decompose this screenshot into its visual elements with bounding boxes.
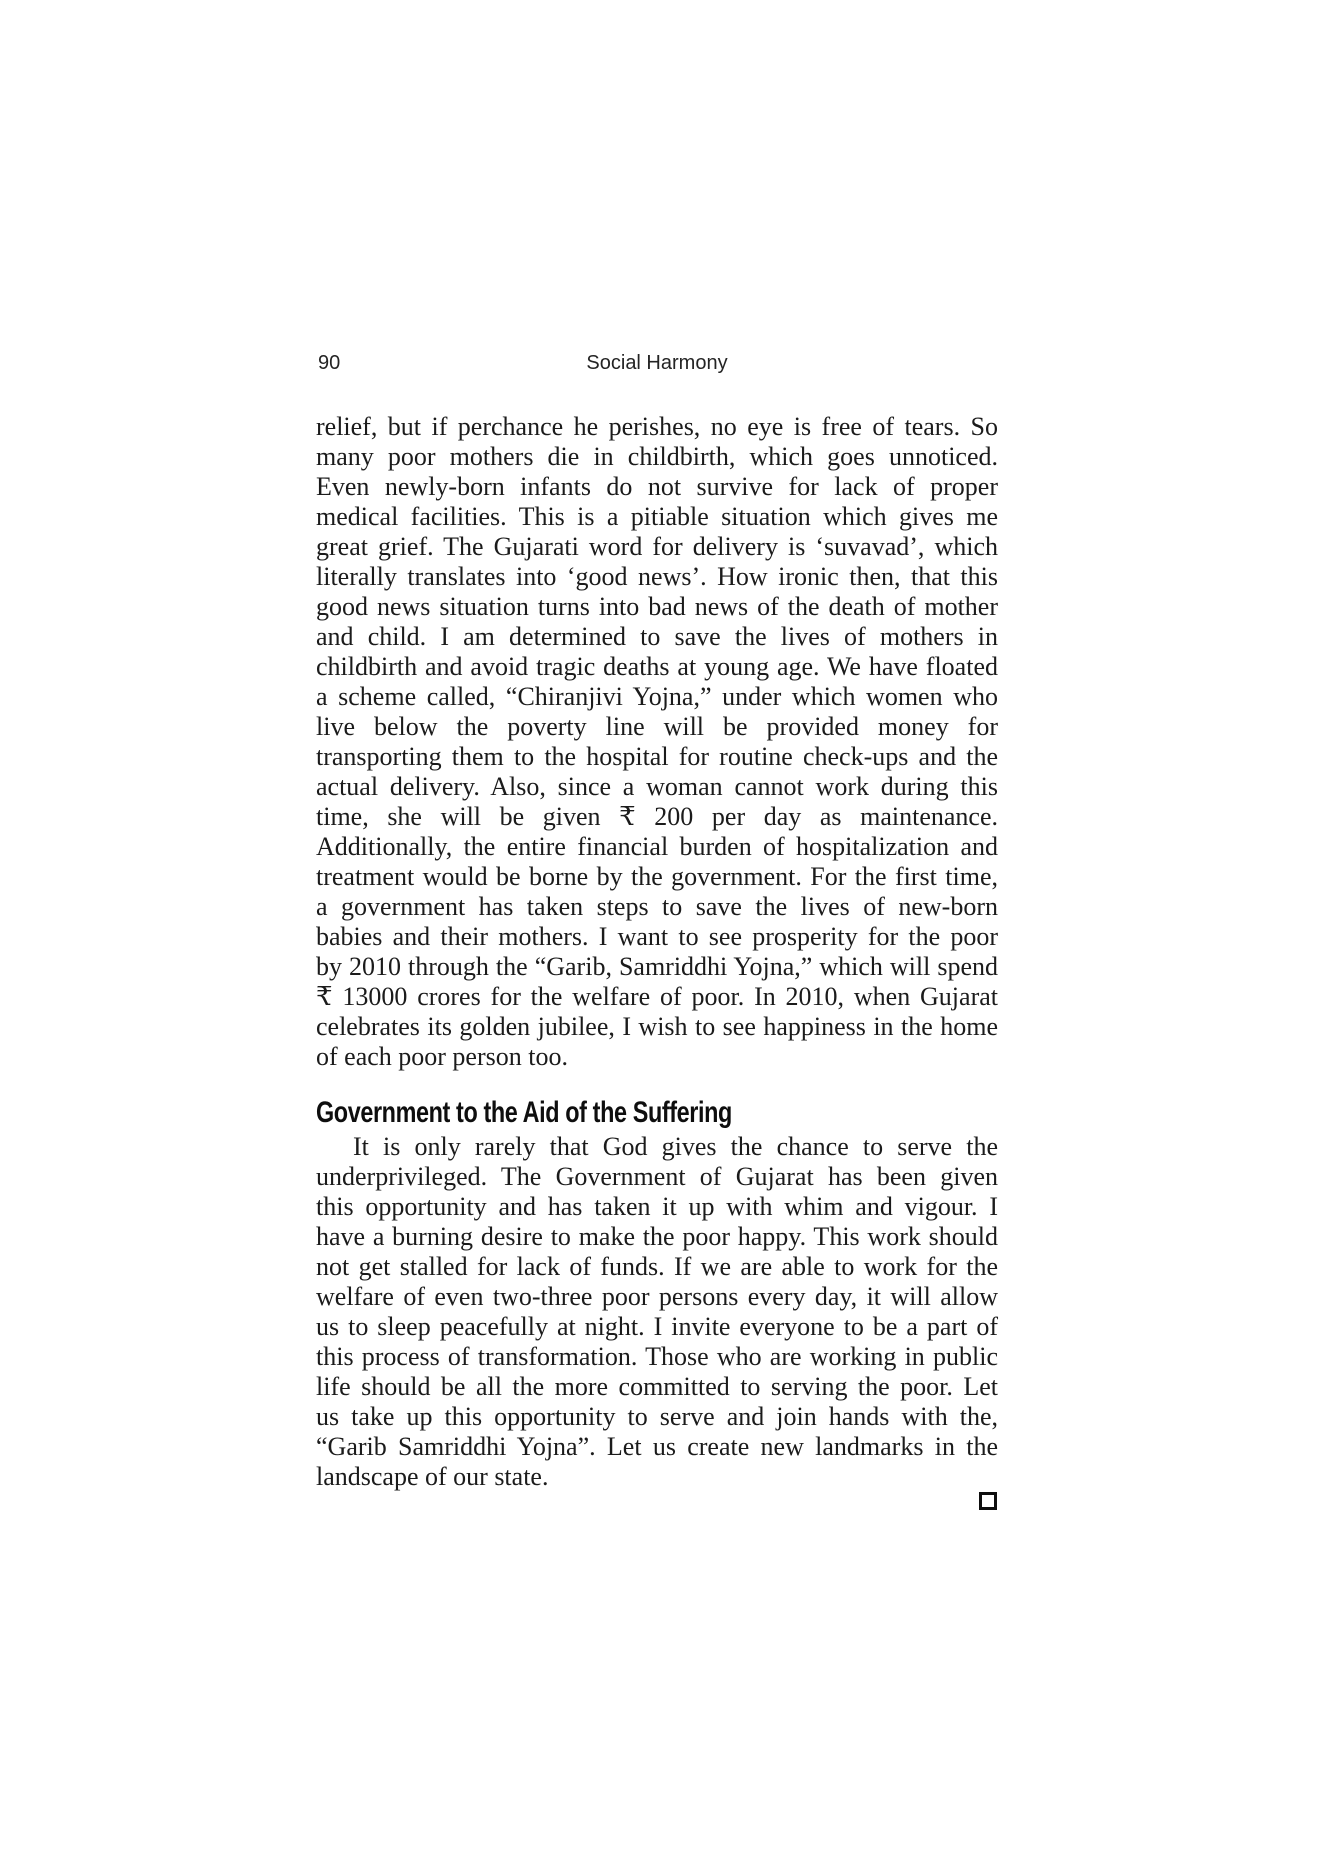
text-line: landscape of our state. bbox=[316, 1462, 549, 1491]
text-line: medical facilities. This is a pitiable situation which gives me bbox=[316, 502, 998, 531]
text-line: us take up this opportunity to serve and join hands with the, bbox=[316, 1402, 998, 1431]
text-line: us to sleep peacefully at night. I invite everyone to be a part of bbox=[316, 1312, 998, 1341]
text-line: and child. I am determined to save the lives of mothers in bbox=[316, 622, 998, 651]
text-line: of each poor person too. bbox=[316, 1042, 568, 1071]
text-line: Additionally, the entire financial burden of hospitalization and bbox=[316, 832, 998, 861]
text-line: celebrates its golden jubilee, I wish to see happiness in the home bbox=[316, 1012, 998, 1041]
text-line: good news situation turns into bad news of the death of mother bbox=[316, 592, 998, 621]
running-title: Social Harmony bbox=[586, 352, 728, 374]
page-header bbox=[316, 352, 998, 378]
text-line: this process of transformation. Those who are working in public bbox=[316, 1342, 998, 1371]
text-line: not get stalled for lack of funds. If we are able to work for the bbox=[316, 1252, 998, 1281]
text-line: a scheme called, “Chiranjivi Yojna,” under which women who bbox=[316, 682, 998, 711]
text-line: underprivileged. The Government of Gujarat has been given bbox=[316, 1162, 998, 1191]
text-line: ₹ 13000 crores for the welfare of poor. In 2010, when Gujarat bbox=[316, 982, 998, 1011]
text-line: life should be all the more committed to serving the poor. Let bbox=[316, 1372, 998, 1401]
text-line: live below the poverty line will be provided money for bbox=[316, 712, 998, 741]
text-line: have a burning desire to make the poor happy. This work should bbox=[316, 1222, 998, 1251]
text-line: welfare of even two-three poor persons every day, it will allow bbox=[316, 1282, 998, 1311]
text-line: Even newly-born infants do not survive for lack of proper bbox=[316, 472, 998, 501]
section-heading: Government to the Aid of the Suffering bbox=[316, 1096, 732, 1129]
text-line: actual delivery. Also, since a woman cannot work during this bbox=[316, 772, 998, 801]
text-line: a government has taken steps to save the lives of new-born bbox=[316, 892, 998, 921]
body-paragraph-continued bbox=[316, 412, 998, 1072]
text-line: transporting them to the hospital for routine check-ups and the bbox=[316, 742, 998, 771]
text-line: by 2010 through the “Garib, Samriddhi Yojna,” which will spend bbox=[316, 952, 998, 981]
text-line: childbirth and avoid tragic deaths at young age. We have floated bbox=[316, 652, 998, 681]
text-line: great grief. The Gujarati word for delivery is ‘suvavad’, which bbox=[316, 532, 998, 561]
text-line: this opportunity and has taken it up with whim and vigour. I bbox=[316, 1192, 998, 1221]
end-of-chapter-square-icon bbox=[979, 1492, 997, 1510]
body-paragraph-section bbox=[316, 1132, 998, 1492]
text-line: It is only rarely that God gives the chance to serve the bbox=[353, 1132, 998, 1161]
text-line: “Garib Samriddhi Yojna”. Let us create new landmarks in the bbox=[316, 1432, 998, 1461]
text-line: relief, but if perchance he perishes, no eye is free of tears. So bbox=[316, 412, 998, 441]
text-line: many poor mothers die in childbirth, which goes unnoticed. bbox=[316, 442, 998, 471]
text-line: time, she will be given ₹ 200 per day as maintenance. bbox=[316, 802, 998, 831]
text-line: babies and their mothers. I want to see prosperity for the poor bbox=[316, 922, 998, 951]
page-number: 90 bbox=[318, 352, 341, 374]
text-line: treatment would be borne by the government. For the first time, bbox=[316, 862, 998, 891]
text-line: literally translates into ‘good news’. How ironic then, that this bbox=[316, 562, 998, 591]
